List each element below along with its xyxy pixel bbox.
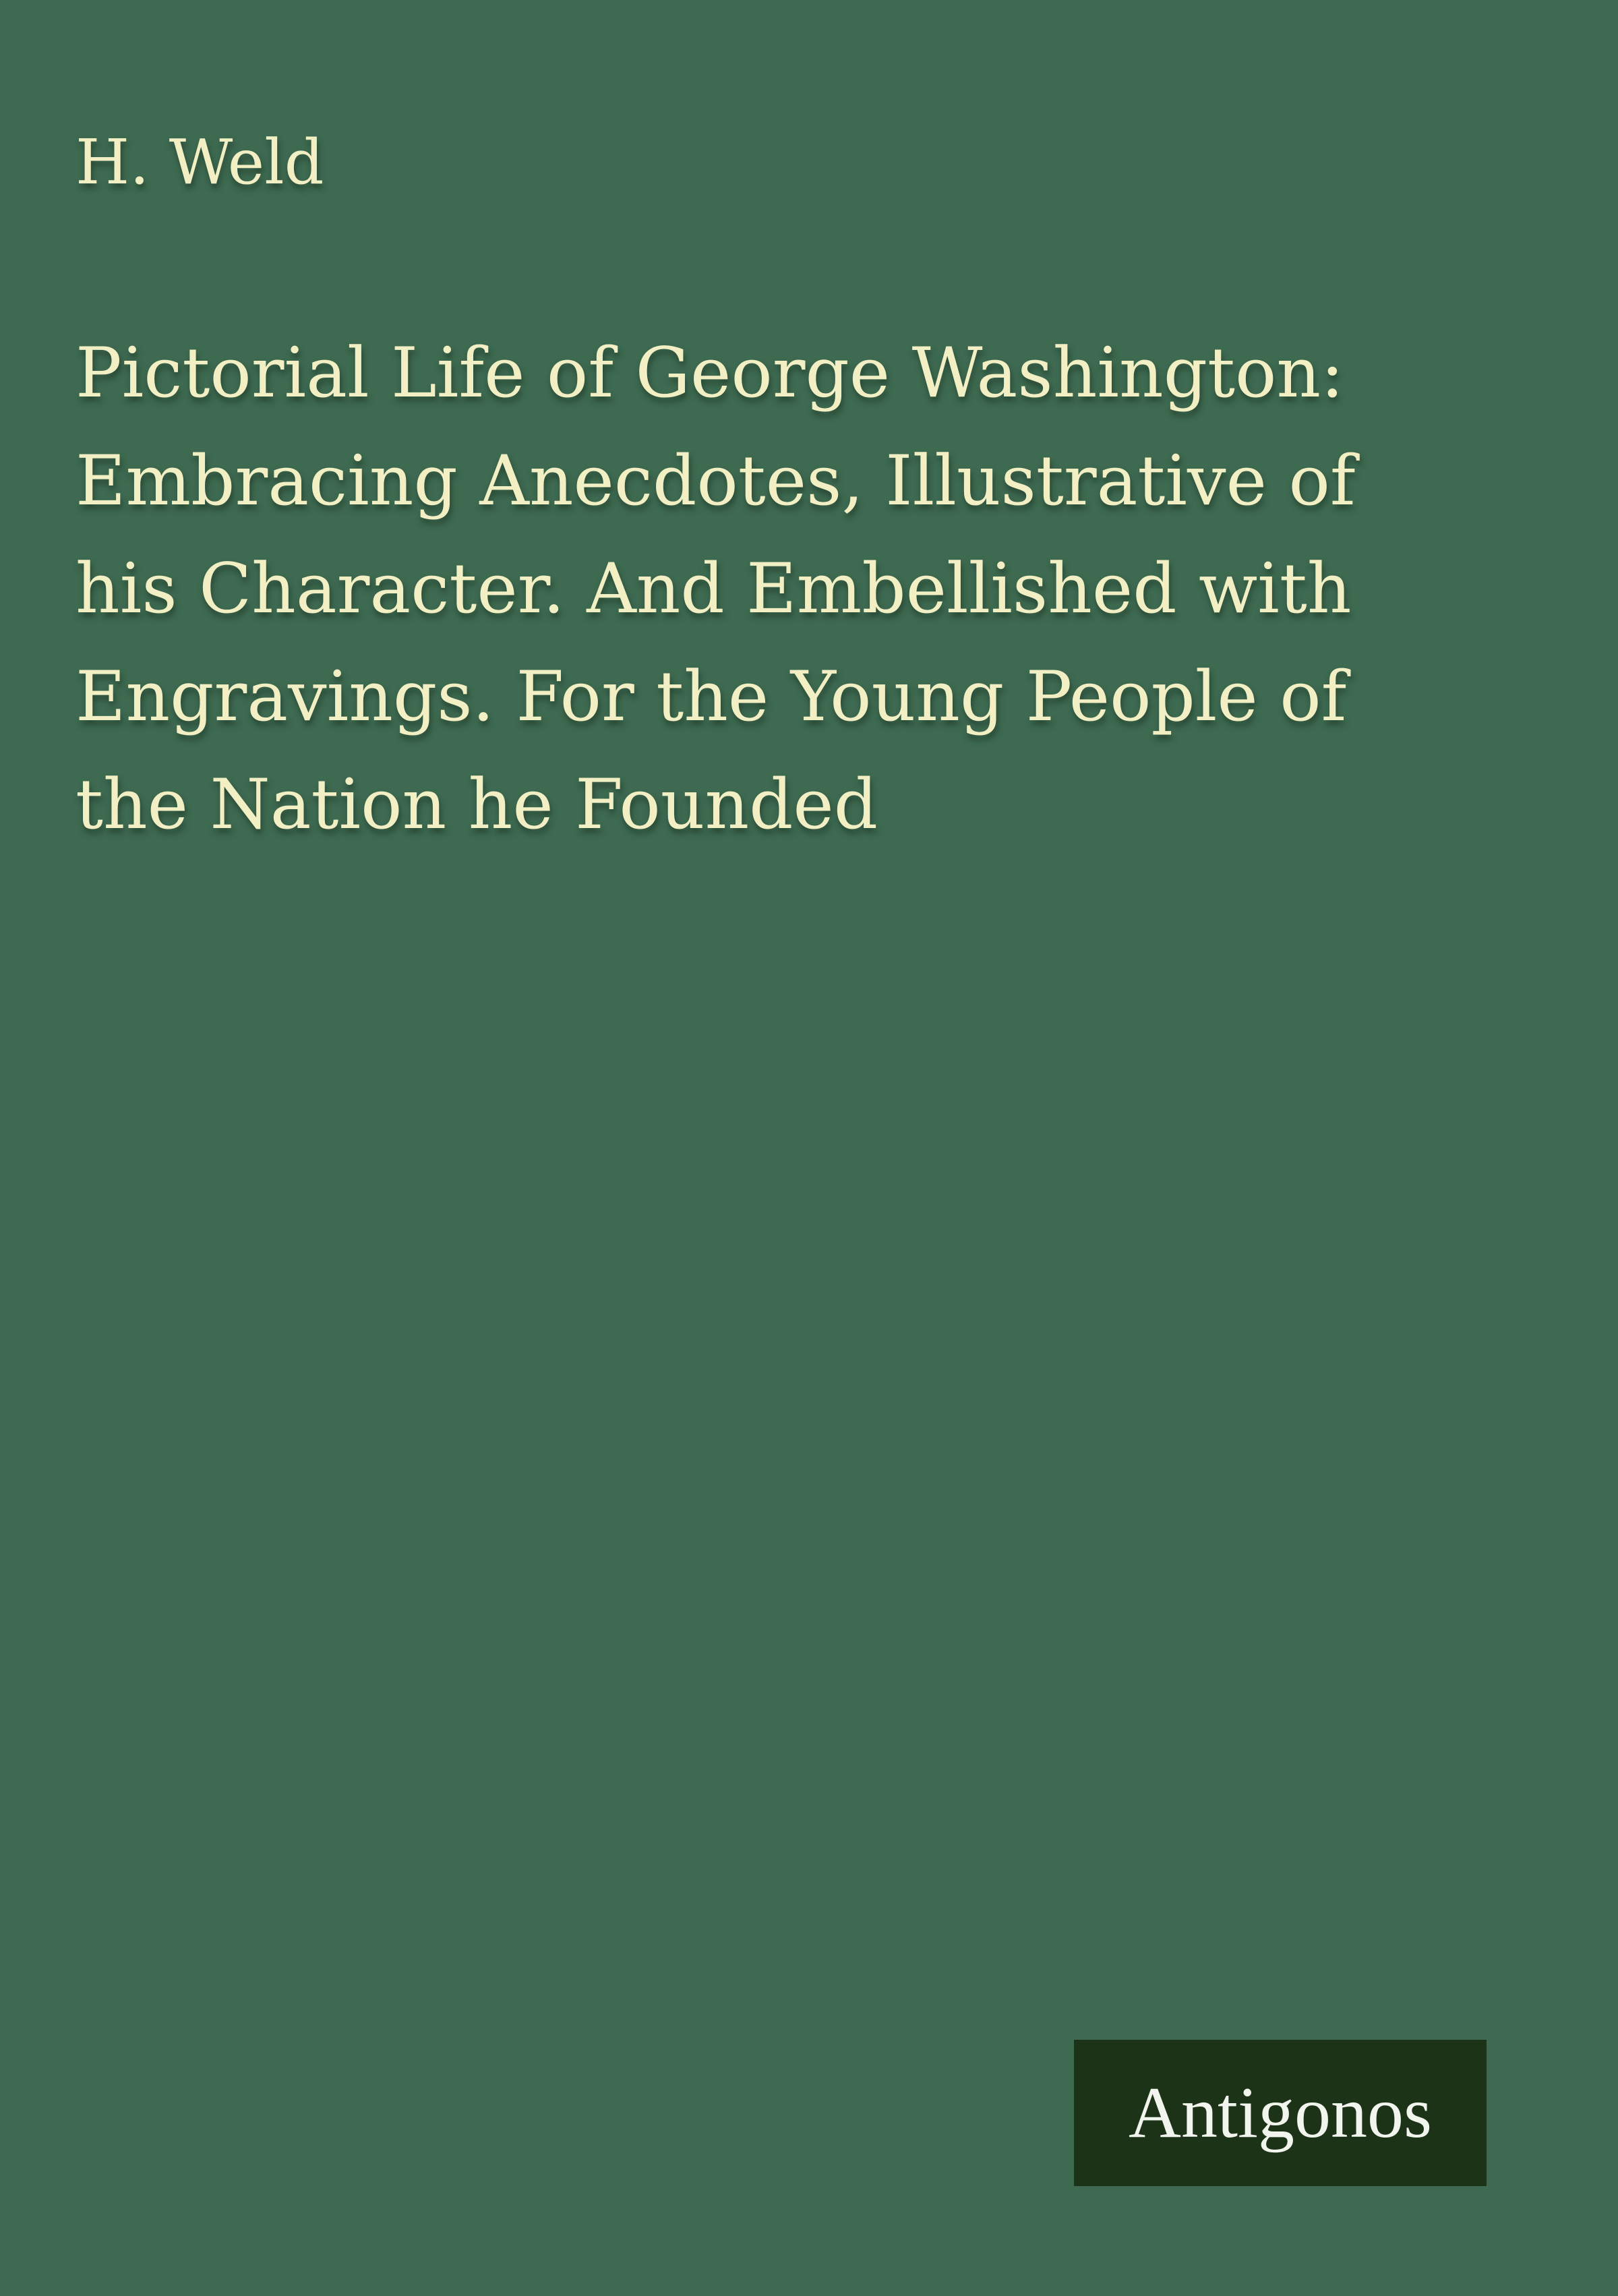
- title-line-4: Engravings. For the Young People of: [76, 657, 1347, 737]
- title-line-1: Pictorial Life of George Washington:: [76, 333, 1344, 413]
- title-line-3: his Character. And Embellished with: [76, 549, 1352, 629]
- title-line-2: Embracing Anecdotes, Illustrative of: [76, 441, 1356, 521]
- publisher-logo: [1074, 2040, 1487, 2186]
- publisher-name: Antigonos: [1128, 2072, 1433, 2153]
- author-name: H. Weld: [76, 126, 324, 198]
- book-title: [76, 320, 1356, 859]
- title-line-5: the Nation he Founded: [76, 765, 878, 845]
